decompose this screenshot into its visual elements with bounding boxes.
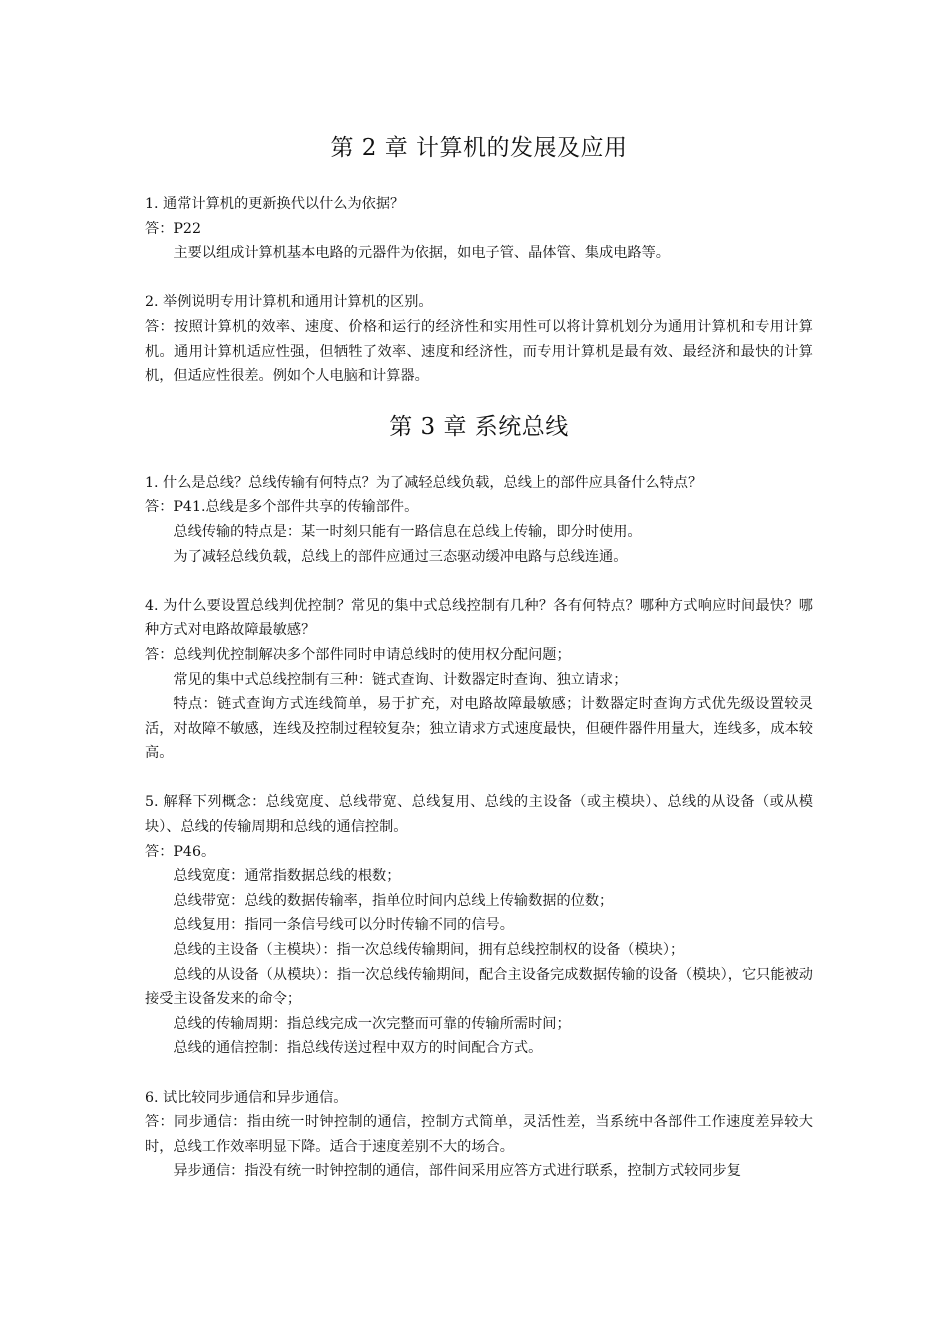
answer-line: 总线的从设备（从模块）：指一次总线传输期间，配合主设备完成数据传输的设备（模块），它只能被动接受主设备发来的命令；: [145, 966, 813, 1008]
question-text: 5. 解释下列概念：总线宽度、总线带宽、总线复用、总线的主设备（或主模块）、总线的从设备（或从模块）、总线的传输周期和总线的通信控制。: [145, 794, 813, 836]
answer-line: 异步通信：指没有统一时钟控制的通信，部件间采用应答方式进行联系，控制方式较同步复: [173, 1163, 741, 1180]
paragraph-gap: [145, 766, 813, 791]
ch2-question-2: [145, 290, 813, 388]
document-content: [145, 128, 813, 1184]
chapter-2-title: 第 2 章 计算机的发展及应用: [330, 135, 628, 161]
answer-line: 总线宽度：通常指数据总线的根数；: [173, 868, 401, 885]
answer-line: 常见的集中式总线控制有三种：链式查询、计数器定时查询、独立请求；: [173, 671, 628, 688]
paragraph-gap: [145, 266, 813, 291]
answer-line: 答：总线判优控制解决多个部件同时申请总线时的使用权分配问题；: [145, 646, 571, 663]
answer-line: 答：P46。: [145, 843, 216, 860]
answer-line: 答：P22: [145, 220, 201, 237]
answer-line: 总线的传输周期：指总线完成一次完整而可靠的传输所需时间；: [173, 1015, 571, 1032]
answer-line: 总线复用：指同一条信号线可以分时传输不同的信号。: [173, 917, 514, 934]
answer-line: 特点：链式查询方式连线简单，易于扩充，对电路故障最敏感；计数器定时查询方式优先级设置较灵活，对故障不敏感，连线及控制过程较复杂；独立请求方式速度最快，但硬件器件用量大，连线多，成本较高。: [145, 696, 813, 762]
question-text: 1. 通常计算机的更新换代以什么为依据？: [145, 196, 405, 212]
ch3-question-6: [145, 1086, 813, 1184]
question-text: 6. 试比较同步通信和异步通信。: [145, 1089, 348, 1106]
answer-line: 答：P41.总线是多个部件共享的传输部件。: [145, 499, 419, 516]
answer-line: 答：同步通信：指由统一时钟控制的通信，控制方式简单，灵活性差，当系统中各部件工作速度差异较大时，总线工作效率明显下降。适合于速度差别不大的场合。: [145, 1114, 813, 1155]
ch2-question-1: [145, 192, 813, 266]
paragraph-gap: [145, 569, 813, 594]
ch3-question-5: [145, 790, 813, 1061]
answer-line: 总线带宽：总线的数据传输率，指单位时间内总线上传输数据的位数；: [173, 892, 614, 909]
answer-line: 为了减轻总线负载，总线上的部件应通过三态驱动缓冲电路与总线连通。: [173, 548, 628, 565]
ch3-question-1: [145, 471, 813, 569]
question-text: 2. 举例说明专用计算机和通用计算机的区别。: [145, 294, 433, 311]
paragraph-gap: [145, 1061, 813, 1086]
answer-line: 总线的主设备（主模块）：指一次总线传输期间，拥有总线控制权的设备（模块）；: [173, 942, 685, 959]
answer-line: 主要以组成计算机基本电路的元器件为依据，如电子管、晶体管、集成电路等。: [173, 245, 670, 262]
answer-line: 总线传输的特点是：某一时刻只能有一路信息在总线上传输，即分时使用。: [173, 523, 642, 540]
ch3-question-4: [145, 594, 813, 766]
answer-paragraph: 答：按照计算机的效率、速度、价格和运行的经济性和实用性可以将计算机划分为通用计算机和专用计算机。通用计算机适应性强，但牺牲了效率、速度和经济性，而专用计算机是最有效、最经济和最快的计算机，但适应性很差。例如个人电脑和计算器。: [145, 318, 813, 385]
question-text: 4. 为什么要设置总线判优控制？常见的集中式总线控制有几种？各有何特点？哪种方式响应时间最快？哪种方式对电路故障最敏感？: [145, 597, 813, 639]
answer-line: 总线的通信控制：指总线传送过程中双方的时间配合方式。: [173, 1040, 543, 1057]
question-text: 1. 什么是总线？总线传输有何特点？为了减轻总线负载，总线上的部件应具备什么特点？: [145, 474, 703, 491]
chapter-3-title: 第 3 章 系统总线: [389, 413, 569, 440]
